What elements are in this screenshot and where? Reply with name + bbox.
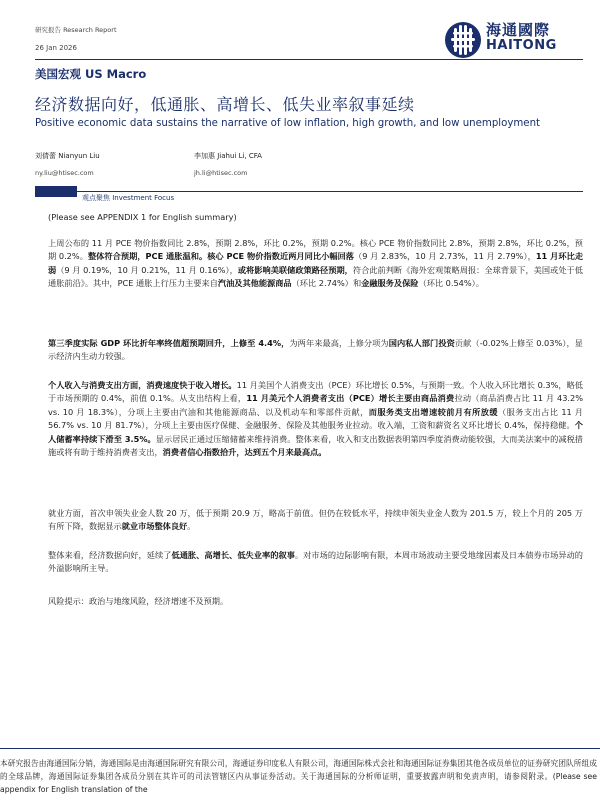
paragraph-pce: 上周公布的 11 月 PCE 物价指数同比 2.8%，预期 2.8%，环比 0.2%，预期 0.2%。核心 PCE 物价指数同比 2.8%，预期 2.8%，环比 0.2%，预期 0.2%。整体符合预期，PCE 通胀温和。核心 PCE 物价指数近两月同比小幅回落（9 月 2.83%，10 月 2.73%，11 月 2.79%），11 月环比走弱（9 月 0.19%，10 月 0.21%，11 月 0.16%），或将影响美联储政策路径预期，符合此前判断《海外宏观策略周报：全球背景下，美国或处于低通胀前沿》。其中，PCE 通胀上行压力主要来自汽油及其他能源商品（环比 2.74%）和金融服务及保险（环比 0.54%）。: [48, 238, 584, 289]
author-name: 李加惠 Jiahui Li, CFA: [194, 152, 262, 160]
logo-text-en: HAITONG: [486, 38, 557, 53]
disclaimer-text: 本研究报告由海通国际分销，海通国际是由海通国际研究有限公司，海通证券印度私人有限公司，海通国际株式会社和海通国际证券集团其他各成员单位的证券研究团队所组成的全球品牌，海通国际证券集团各成员分别在其许可的司法管辖区内从事证券活动。关于海通国际的分析师证明，重要披露声明和免责声明，请参阅附录。(Please see appendix for English translation of the: [0, 759, 597, 795]
header-rule: [35, 59, 583, 60]
author-email[interactable]: ny.liu@htisec.com: [35, 169, 94, 177]
author-email[interactable]: jh.li@htisec.com: [194, 169, 248, 177]
logo-text-cn: 海通國際: [486, 21, 551, 39]
report-type-label: 研究报告 Research Report: [35, 26, 117, 34]
paragraph-employment: 就业方面，首次申领失业金人数 20 万，低于预期 20.9 万，略高于前值。但仍在较低水平，持续申领失业金人数为 201.5 万，较上个月的 205 万有所下降，数据显示就业市场整体良好。: [48, 508, 583, 532]
investment-focus-label: 观点聚焦 Investment Focus: [82, 194, 175, 202]
risk-warning: 风险提示：政治与地缘风险，经济增速不及预期。: [48, 596, 229, 606]
report-title-en: Positive economic data sustains the narrative of low inflation, high growth, and low unemployment: [35, 118, 541, 129]
paragraph-income-spending: 个人收入与消费支出方面，消费速度快于收入增长。11 月美国个人消费支出（PCE）环比增长 0.5%，与预期一致。个人收入环比增长 0.3%，略低于市场预期的 0.4%，前值 0.1%。从支出结构上看，11 月美元个人消费者支出（PCE）增长主要由商品消费拉动（商品消费占比 11 月 43.2% vs. 10 月 18.3%），分项上主要由汽油和其他能源商品、以及机动车和零部件贡献，而服务类支出增速较前月有所放缓（服务支出占比 11 月 56.7% vs. 10 月 81.7%），分项上主要由医疗保健、金融服务、保险及其他服务业拉动。收入端，工资和薪资名义环比增长 0.4%，保持稳健。个人储蓄率持续下滑至 3.5%。显示居民正通过压缩储蓄来维持消费。整体来看，收入和支出数据表明第四季度消费动能较强，大而美法案中的减税措施或将有助于维持消费者支出，消费者信心指数拾升，达到五个月来最高点。: [48, 380, 583, 458]
report-date: 26 Jan 2026: [35, 44, 77, 52]
footer-rule: [0, 748, 600, 749]
paragraph-gdp: 第三季度实际 GDP 环比折年率终值超预期回升，上修至 4.4%，为两年来最高，上修分项为国内私人部门投资贡献（-0.02%上修至 0.03%），显示经济内生动力较强。: [48, 338, 583, 362]
focus-rule: [35, 191, 583, 192]
author-name: 刘倩蕾 Nianyun Liu: [35, 152, 100, 160]
paragraph-summary: 整体来看，经济数据向好，延续了低通胀、高增长、低失业率的叙事。对市场的边际影响有限，本周市场波动主要受地缘因素及日本债券市场异动的外溢影响所主导。: [48, 550, 583, 574]
report-title-cn: 经济数据向好，低通胀、高增长、低失业率叙事延续: [35, 95, 415, 114]
section-label: 美国宏观 US Macro: [35, 67, 147, 81]
appendix-note: (Please see APPENDIX 1 for English summary): [48, 212, 237, 222]
